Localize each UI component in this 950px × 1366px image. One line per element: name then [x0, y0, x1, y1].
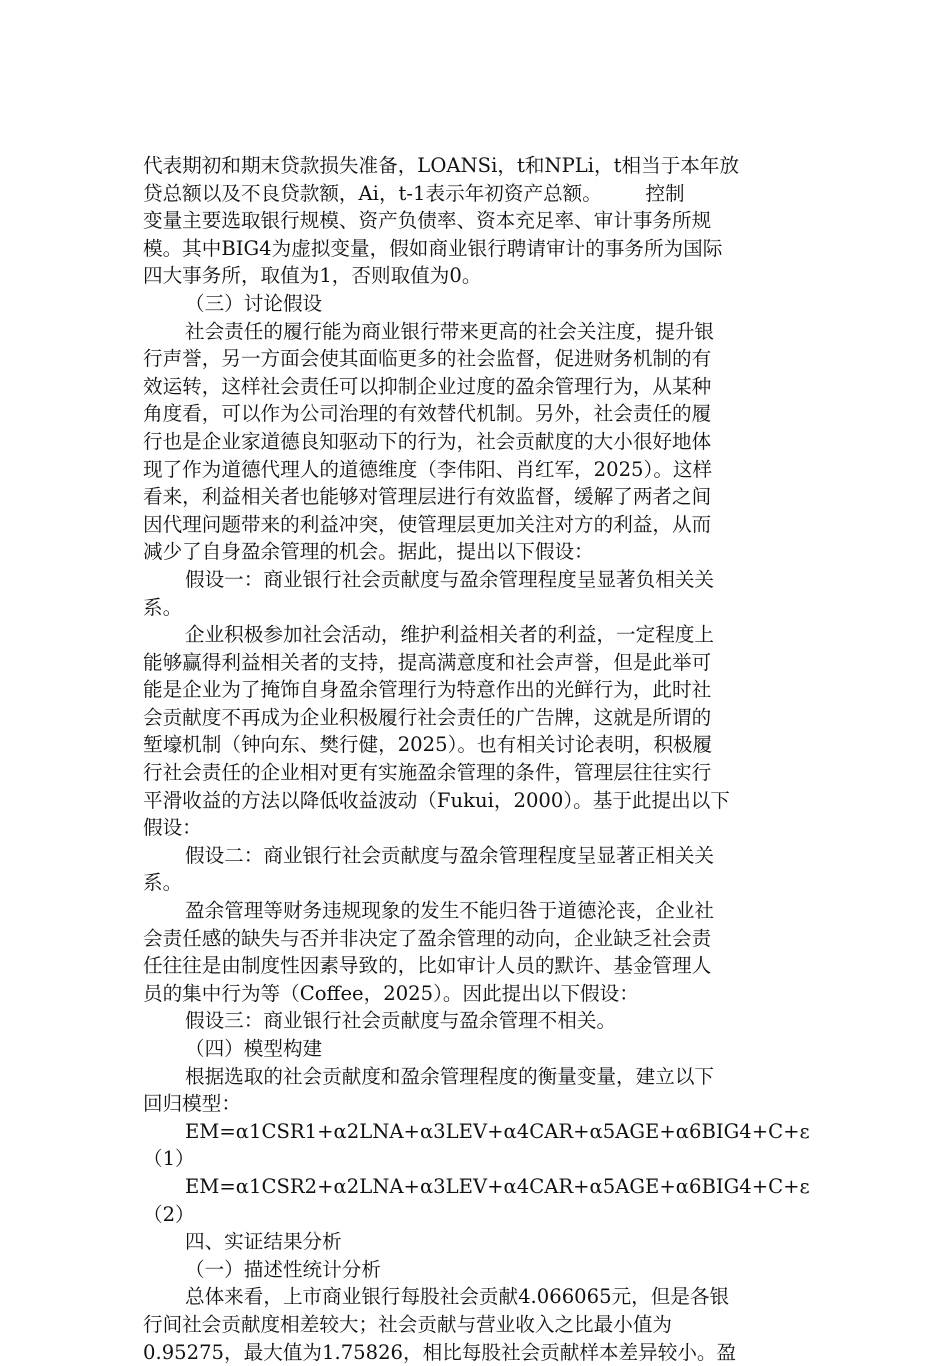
- text-line: （1）: [143, 1147, 195, 1171]
- text-line: 行间社会贡献度相差较大；社会贡献与营业收入之比最小值为: [143, 1312, 673, 1336]
- text-line: EM=α1CSR1+α2LNA+α3LEV+α4CAR+α5AGE+α6BIG4+C+ε: [185, 1119, 810, 1143]
- text-line: 行声誉，另一方面会使其面临更多的社会监督，促进财务机制的有: [143, 347, 712, 371]
- text-line: 假设：: [143, 816, 202, 840]
- text-line: 变量主要选取银行规模、资产负债率、资本充足率、审计事务所规: [143, 209, 712, 233]
- text-line: 减少了自身盈余管理的机会。据此，提出以下假设：: [143, 540, 594, 564]
- text-line: 角度看，可以作为公司治理的有效替代机制。另外，社会责任的履: [143, 402, 712, 426]
- text-line: 贷总额以及不良贷款额，Ai，t-1表示年初资产总额。 控制: [143, 181, 685, 205]
- text-line: 社会责任的履行能为商业银行带来更高的社会关注度，提升银: [185, 319, 715, 343]
- text-line: 总体来看，上市商业银行每股社会贡献4.066065元，但是各银: [185, 1285, 730, 1309]
- text-line: （2）: [143, 1202, 195, 1226]
- text-line: 能是企业为了掩饰自身盈余管理行为特意作出的光鲜行为，此时社: [143, 678, 712, 702]
- text-line: 假设二：商业银行社会贡献度与盈余管理程度呈显著正相关关: [185, 843, 715, 867]
- text-line: （一）描述性统计分析: [185, 1257, 381, 1281]
- text-line: 员的集中行为等（Coffee，2025）。因此提出以下假设：: [143, 981, 639, 1005]
- text-line: 会贡献度不再成为企业积极履行社会责任的广告牌，这就是所谓的: [143, 705, 712, 729]
- text-line: 任往往是由制度性因素导致的，比如审计人员的默许、基金管理人: [143, 954, 712, 978]
- text-line: 堑壕机制（钟向东、樊行健，2025）。也有相关讨论表明，积极履: [143, 733, 713, 757]
- text-line: 回归模型：: [143, 1092, 241, 1116]
- text-line: 能够赢得利益相关者的支持，提高满意度和社会声誉，但是此举可: [143, 650, 712, 674]
- text-line: （三）讨论假设: [185, 291, 323, 315]
- text-line: 看来，利益相关者也能够对管理层进行有效监督，缓解了两者之间: [143, 485, 712, 509]
- text-line: 系。: [143, 595, 183, 619]
- text-line: 行社会责任的企业相对更有实施盈余管理的条件，管理层往往实行: [143, 761, 712, 785]
- text-line: （四）模型构建: [185, 1037, 323, 1060]
- text-line: 假设一：商业银行社会贡献度与盈余管理程度呈显著负相关关: [185, 567, 715, 591]
- text-line: 假设三：商业银行社会贡献度与盈余管理不相关。: [185, 1009, 617, 1033]
- text-line: 会责任感的缺失与否并非决定了盈余管理的动向，企业缺乏社会责: [143, 926, 712, 950]
- text-line: 因代理问题带来的利益冲突，使管理层更加关注对方的利益，从而: [143, 512, 712, 536]
- text-line: 盈余管理等财务违规现象的发生不能归咎于道德沦丧，企业社: [185, 899, 715, 923]
- text-line: 0.95275，最大值为1.75826，相比每股社会贡献样本差异较小。盈: [143, 1340, 737, 1364]
- text-line: 现了作为道德代理人的道德维度（李伟阳、肖红军，2025）。这样: [143, 457, 713, 481]
- text-line: 四大事务所，取值为1，否则取值为0。: [143, 264, 482, 288]
- document-page: [143, 152, 811, 1366]
- text-line: 模。其中BIG4为虚拟变量，假如商业银行聘请审计的事务所为国际: [143, 236, 723, 260]
- text-line: 行也是企业家道德良知驱动下的行为，社会贡献度的大小很好地体: [143, 429, 712, 453]
- text-line: 根据选取的社会贡献度和盈余管理程度的衡量变量，建立以下: [185, 1064, 715, 1088]
- text-line: 四、实证结果分析: [185, 1230, 342, 1254]
- text-line: 系。: [143, 871, 183, 895]
- text-line: EM=α1CSR2+α2LNA+α3LEV+α4CAR+α5AGE+α6BIG4+C+ε: [185, 1174, 810, 1198]
- text-line: 平滑收益的方法以降低收益波动（Fukui，2000）。基于此提出以下: [143, 788, 730, 812]
- text-line: 企业积极参加社会活动，维护利益相关者的利益，一定程度上: [185, 623, 715, 647]
- text-line: 代表期初和期末贷款损失准备，LOANSi，t和NPLi，t相当于本年放: [143, 154, 740, 177]
- text-line: 效运转，这样社会责任可以抑制企业过度的盈余管理行为，从某种: [143, 374, 712, 398]
